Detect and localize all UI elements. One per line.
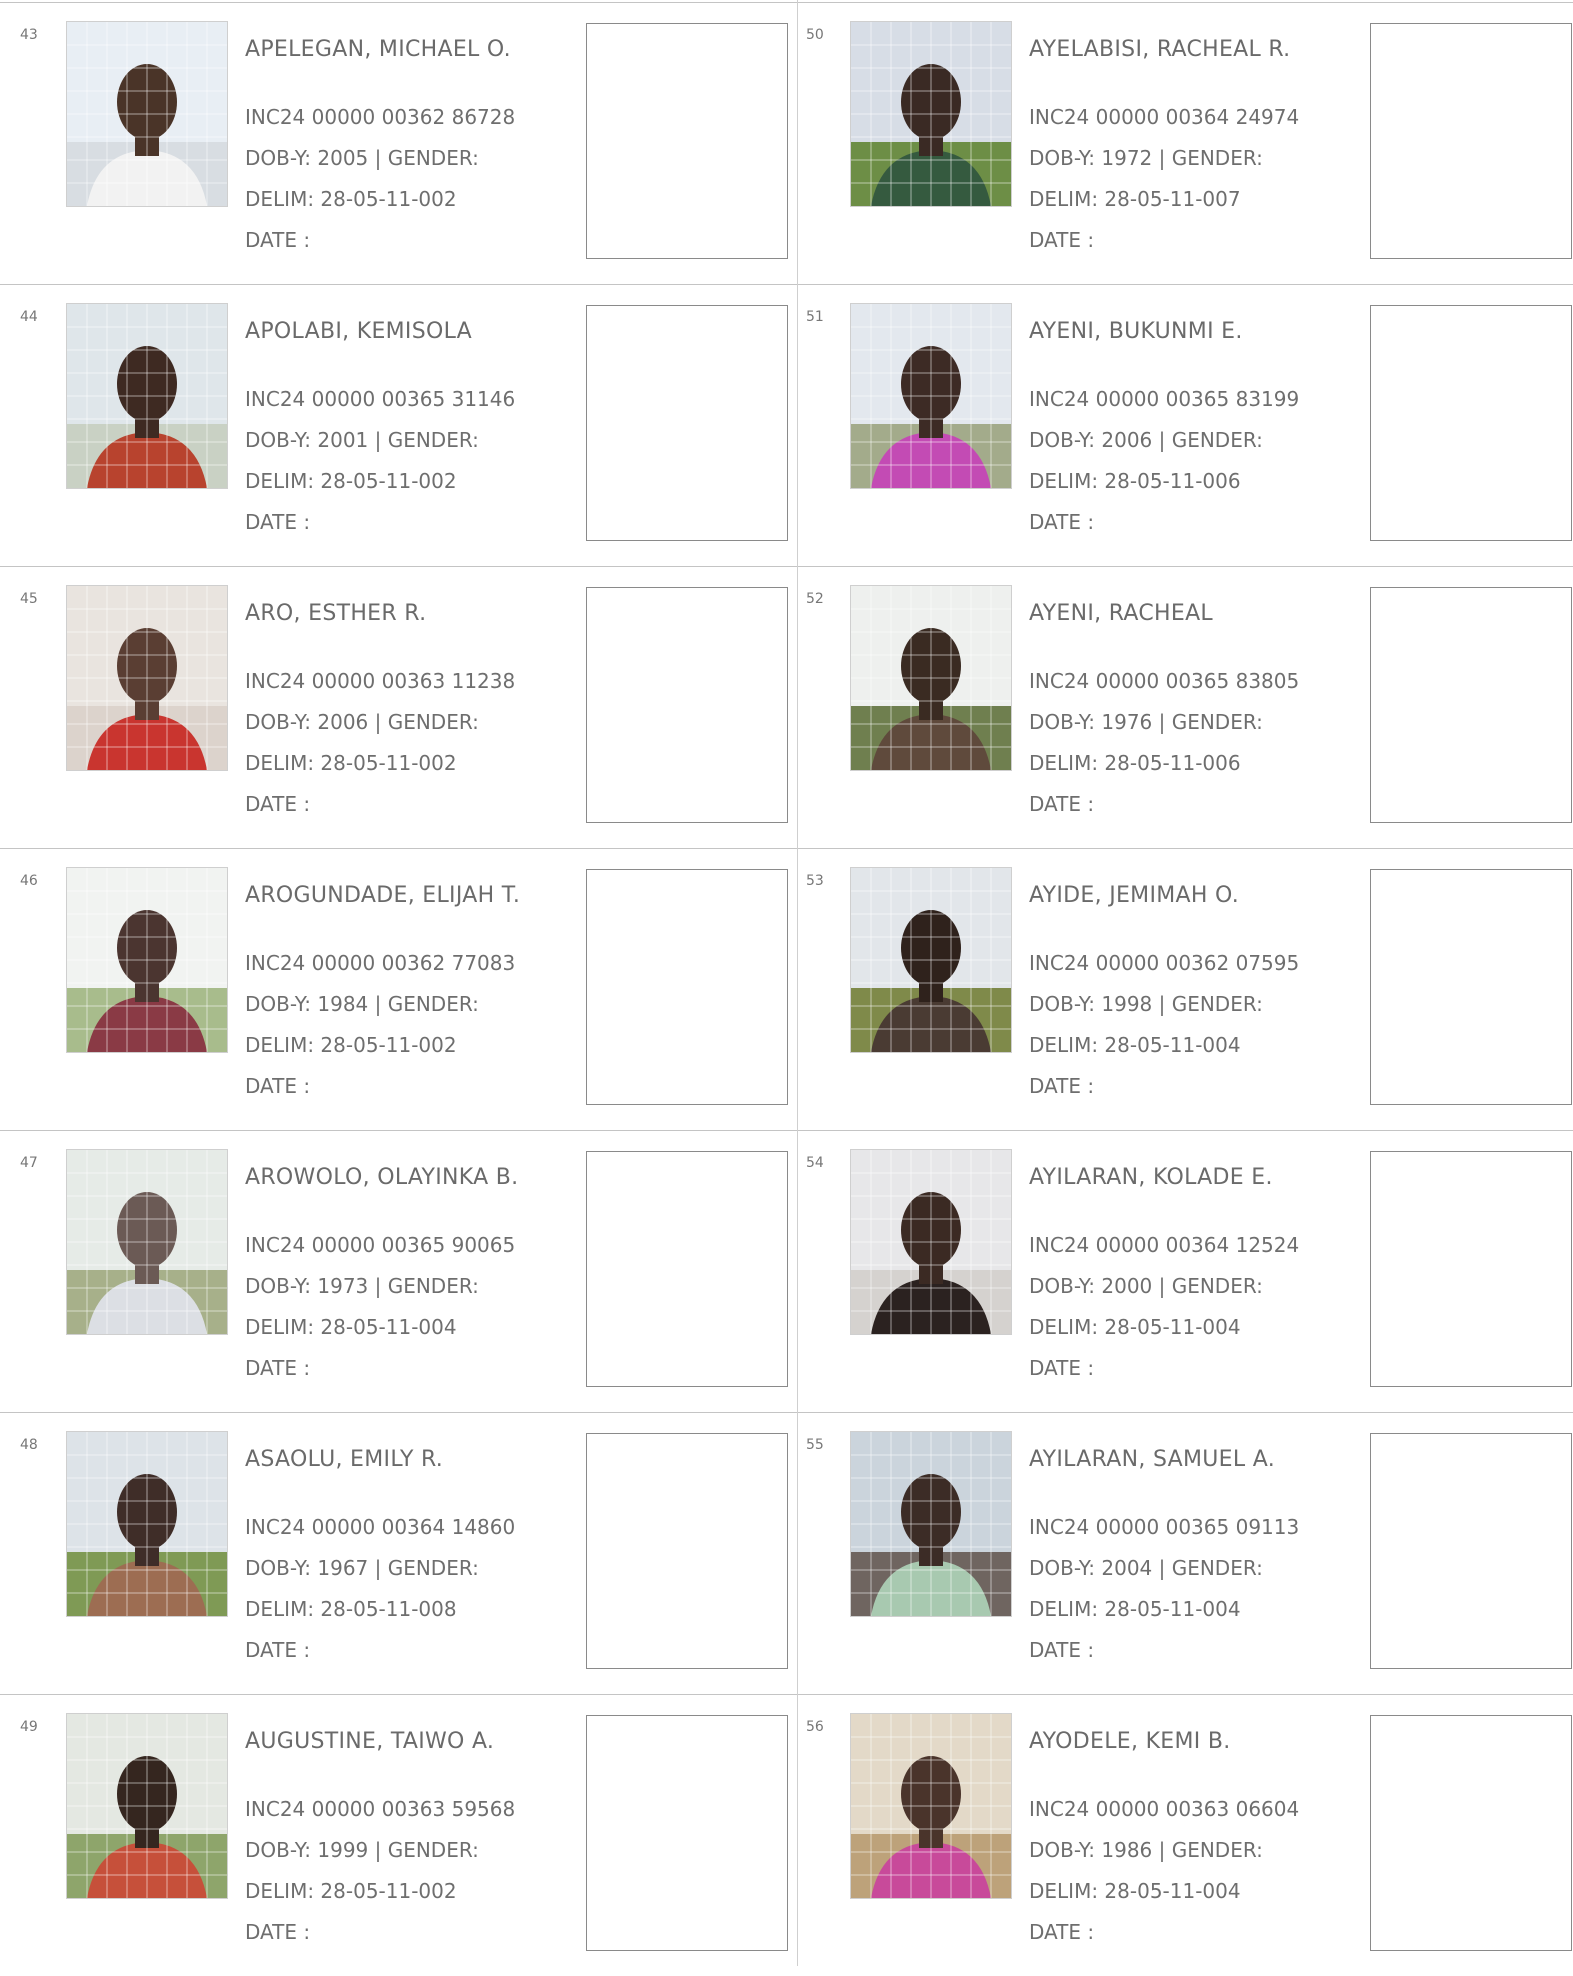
voter-vin: INC24 00000 00364 24974 xyxy=(1029,105,1300,129)
voter-delim: DELIM: 28-05-11-004 xyxy=(1029,1315,1241,1339)
signature-thumbprint-box xyxy=(586,1151,788,1387)
voter-details xyxy=(1029,597,1299,825)
signature-thumbprint-box xyxy=(586,1433,788,1669)
signature-thumbprint-box xyxy=(1370,1151,1572,1387)
voter-dob-gender: DOB-Y: 1986 | GENDER: xyxy=(1029,1838,1263,1862)
voter-photo xyxy=(66,867,228,1053)
portrait-illustration xyxy=(851,1150,1011,1334)
signature-thumbprint-box xyxy=(1370,587,1572,823)
voter-date: DATE : xyxy=(1029,1920,1095,1944)
voter-date: DATE : xyxy=(245,1920,311,1944)
voter-details xyxy=(245,1161,518,1389)
portrait-illustration xyxy=(67,22,227,206)
voter-details xyxy=(1029,33,1299,261)
voter-delim: DELIM: 28-05-11-004 xyxy=(245,1315,457,1339)
voter-photo xyxy=(66,1431,228,1617)
voter-dob-gender: DOB-Y: 1976 | GENDER: xyxy=(1029,710,1263,734)
voter-vin: INC24 00000 00364 12524 xyxy=(1029,1233,1300,1257)
portrait-illustration xyxy=(67,304,227,488)
voter-date: DATE : xyxy=(1029,1074,1095,1098)
portrait-illustration xyxy=(851,586,1011,770)
voter-details xyxy=(245,33,515,261)
voter-record xyxy=(798,2,1573,284)
portrait-illustration xyxy=(67,586,227,770)
voter-date: DATE : xyxy=(245,228,311,252)
voter-delim: DELIM: 28-05-11-008 xyxy=(245,1597,457,1621)
voter-vin: INC24 00000 00362 86728 xyxy=(245,105,516,129)
voter-date: DATE : xyxy=(1029,228,1095,252)
voter-delim: DELIM: 28-05-11-002 xyxy=(245,1033,457,1057)
voter-name: AYILARAN, SAMUEL A. xyxy=(1029,1447,1275,1472)
voter-record xyxy=(798,566,1573,848)
portrait-illustration xyxy=(851,22,1011,206)
voter-details xyxy=(245,315,515,543)
voter-photo xyxy=(850,1713,1012,1899)
voter-record xyxy=(0,848,797,1130)
serial-number: 55 xyxy=(806,1437,824,1453)
voter-dob-gender: DOB-Y: 1984 | GENDER: xyxy=(245,992,479,1016)
voter-delim: DELIM: 28-05-11-004 xyxy=(1029,1879,1241,1903)
signature-thumbprint-box xyxy=(1370,1433,1572,1669)
serial-number: 49 xyxy=(20,1719,38,1735)
serial-number: 47 xyxy=(20,1155,38,1171)
voter-name: ARO, ESTHER R. xyxy=(245,601,427,626)
voter-vin: INC24 00000 00363 06604 xyxy=(1029,1797,1300,1821)
voter-record xyxy=(0,1412,797,1694)
voter-name: AUGUSTINE, TAIWO A. xyxy=(245,1729,495,1754)
signature-thumbprint-box xyxy=(1370,1715,1572,1951)
portrait-illustration xyxy=(67,1432,227,1616)
signature-thumbprint-box xyxy=(586,869,788,1105)
voter-date: DATE : xyxy=(245,1638,311,1662)
voter-details xyxy=(245,879,520,1107)
voter-vin: INC24 00000 00364 14860 xyxy=(245,1515,516,1539)
serial-number: 50 xyxy=(806,27,824,43)
voter-record xyxy=(798,1694,1573,1976)
portrait-illustration xyxy=(67,1150,227,1334)
voter-date: DATE : xyxy=(1029,1356,1095,1380)
voter-dob-gender: DOB-Y: 2001 | GENDER: xyxy=(245,428,479,452)
voter-name: AYIDE, JEMIMAH O. xyxy=(1029,883,1240,908)
portrait-illustration xyxy=(851,1714,1011,1898)
voter-photo xyxy=(850,1431,1012,1617)
portrait-illustration xyxy=(851,304,1011,488)
voter-date: DATE : xyxy=(245,1074,311,1098)
voter-photo xyxy=(850,303,1012,489)
voter-photo xyxy=(66,1149,228,1335)
voter-record xyxy=(798,284,1573,566)
voter-vin: INC24 00000 00365 83199 xyxy=(1029,387,1300,411)
voter-record xyxy=(0,566,797,848)
voter-record xyxy=(0,2,797,284)
voter-name: AROWOLO, OLAYINKA B. xyxy=(245,1165,519,1190)
portrait-illustration xyxy=(851,868,1011,1052)
voter-dob-gender: DOB-Y: 1973 | GENDER: xyxy=(245,1274,479,1298)
voter-photo xyxy=(66,303,228,489)
voter-delim: DELIM: 28-05-11-007 xyxy=(1029,187,1241,211)
signature-thumbprint-box xyxy=(1370,23,1572,259)
portrait-illustration xyxy=(851,1432,1011,1616)
signature-thumbprint-box xyxy=(586,1715,788,1951)
voter-dob-gender: DOB-Y: 1999 | GENDER: xyxy=(245,1838,479,1862)
voter-details xyxy=(1029,1725,1299,1953)
signature-thumbprint-box xyxy=(586,305,788,541)
voter-name: AYENI, RACHEAL xyxy=(1029,601,1213,626)
voter-record xyxy=(798,1412,1573,1694)
serial-number: 52 xyxy=(806,591,824,607)
voter-vin: INC24 00000 00365 83805 xyxy=(1029,669,1300,693)
voter-vin: INC24 00000 00365 90065 xyxy=(245,1233,516,1257)
serial-number: 44 xyxy=(20,309,38,325)
voter-dob-gender: DOB-Y: 2006 | GENDER: xyxy=(245,710,479,734)
voter-vin: INC24 00000 00362 07595 xyxy=(1029,951,1300,975)
voter-date: DATE : xyxy=(245,510,311,534)
serial-number: 45 xyxy=(20,591,38,607)
voter-vin: INC24 00000 00363 59568 xyxy=(245,1797,516,1821)
serial-number: 56 xyxy=(806,1719,824,1735)
voter-name: APELEGAN, MICHAEL O. xyxy=(245,37,511,62)
voter-delim: DELIM: 28-05-11-006 xyxy=(1029,751,1241,775)
voter-details xyxy=(1029,315,1299,543)
serial-number: 51 xyxy=(806,309,824,325)
signature-thumbprint-box xyxy=(586,587,788,823)
voter-date: DATE : xyxy=(1029,792,1095,816)
voter-dob-gender: DOB-Y: 1967 | GENDER: xyxy=(245,1556,479,1580)
voter-name: APOLABI, KEMISOLA xyxy=(245,319,473,344)
serial-number: 54 xyxy=(806,1155,824,1171)
voter-photo xyxy=(66,21,228,207)
voter-record xyxy=(798,848,1573,1130)
voter-record xyxy=(0,1130,797,1412)
signature-thumbprint-box xyxy=(586,23,788,259)
voter-date: DATE : xyxy=(245,1356,311,1380)
voter-photo xyxy=(850,585,1012,771)
voter-delim: DELIM: 28-05-11-002 xyxy=(245,1879,457,1903)
voter-photo xyxy=(66,585,228,771)
serial-number: 48 xyxy=(20,1437,38,1453)
voter-vin: INC24 00000 00362 77083 xyxy=(245,951,516,975)
voter-name: AYELABISI, RACHEAL R. xyxy=(1029,37,1291,62)
voter-dob-gender: DOB-Y: 2000 | GENDER: xyxy=(1029,1274,1263,1298)
voter-delim: DELIM: 28-05-11-006 xyxy=(1029,469,1241,493)
voter-name: AYILARAN, KOLADE E. xyxy=(1029,1165,1273,1190)
voter-details xyxy=(1029,1443,1299,1671)
serial-number: 46 xyxy=(20,873,38,889)
voter-vin: INC24 00000 00365 09113 xyxy=(1029,1515,1300,1539)
voter-name: ASAOLU, EMILY R. xyxy=(245,1447,444,1472)
voter-dob-gender: DOB-Y: 1972 | GENDER: xyxy=(1029,146,1263,170)
voter-vin: INC24 00000 00363 11238 xyxy=(245,669,516,693)
portrait-illustration xyxy=(67,868,227,1052)
voter-delim: DELIM: 28-05-11-004 xyxy=(1029,1597,1241,1621)
voter-delim: DELIM: 28-05-11-002 xyxy=(245,469,457,493)
voter-details xyxy=(245,1443,515,1671)
voter-date: DATE : xyxy=(1029,1638,1095,1662)
voter-photo xyxy=(66,1713,228,1899)
voter-name: AYODELE, KEMI B. xyxy=(1029,1729,1231,1754)
voter-photo xyxy=(850,21,1012,207)
voter-details xyxy=(1029,879,1299,1107)
voter-details xyxy=(245,597,515,825)
voter-record xyxy=(798,1130,1573,1412)
voter-dob-gender: DOB-Y: 1998 | GENDER: xyxy=(1029,992,1263,1016)
voter-details xyxy=(245,1725,515,1953)
signature-thumbprint-box xyxy=(1370,305,1572,541)
voter-record xyxy=(0,284,797,566)
voter-name: AROGUNDADE, ELIJAH T. xyxy=(245,883,521,908)
voter-date: DATE : xyxy=(1029,510,1095,534)
voter-delim: DELIM: 28-05-11-004 xyxy=(1029,1033,1241,1057)
voter-date: DATE : xyxy=(245,792,311,816)
signature-thumbprint-box xyxy=(1370,869,1572,1105)
voter-vin: INC24 00000 00365 31146 xyxy=(245,387,516,411)
voter-dob-gender: DOB-Y: 2005 | GENDER: xyxy=(245,146,479,170)
portrait-illustration xyxy=(67,1714,227,1898)
voter-photo xyxy=(850,1149,1012,1335)
voter-delim: DELIM: 28-05-11-002 xyxy=(245,187,457,211)
serial-number: 43 xyxy=(20,27,38,43)
voter-record xyxy=(0,1694,797,1976)
voter-dob-gender: DOB-Y: 2006 | GENDER: xyxy=(1029,428,1263,452)
voter-delim: DELIM: 28-05-11-002 xyxy=(245,751,457,775)
serial-number: 53 xyxy=(806,873,824,889)
voter-name: AYENI, BUKUNMI E. xyxy=(1029,319,1243,344)
register-column-right xyxy=(798,0,1573,1966)
voter-dob-gender: DOB-Y: 2004 | GENDER: xyxy=(1029,1556,1263,1580)
voter-photo xyxy=(850,867,1012,1053)
voter-details xyxy=(1029,1161,1299,1389)
